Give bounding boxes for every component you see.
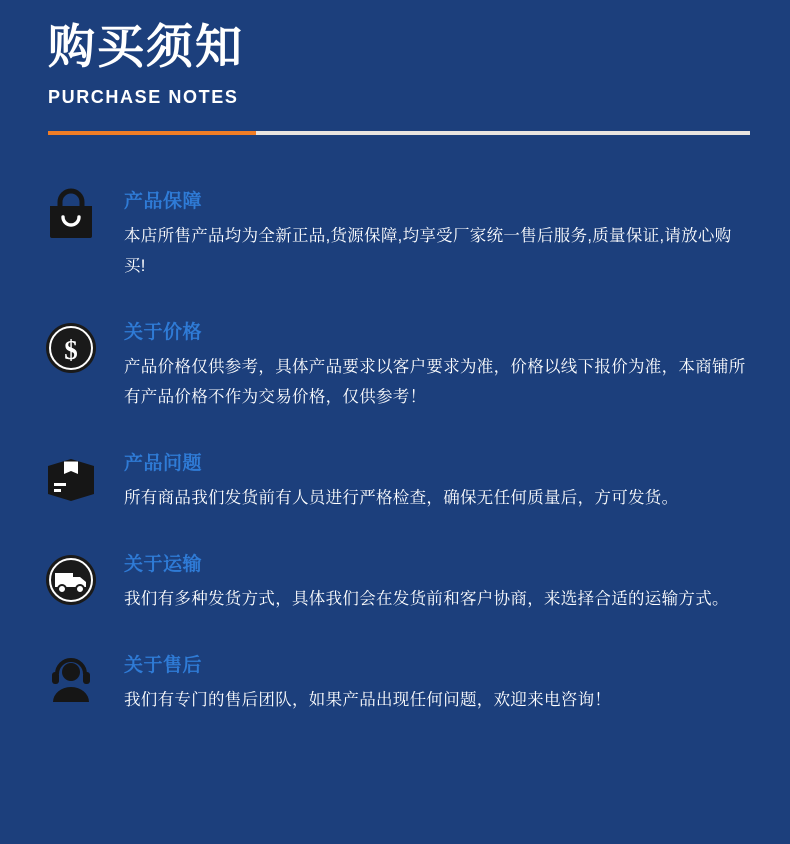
note-title: 关于运输 <box>124 554 203 575</box>
note-title: 关于价格 <box>124 322 203 343</box>
note-body <box>124 446 750 513</box>
headset-support-icon <box>40 650 102 712</box>
note-body <box>124 547 750 614</box>
dollar-coin-icon <box>40 317 102 379</box>
note-text: 本店所售产品均为全新正品,货源保障,均享受厂家统一售后服务,质量保证,请放心购买! <box>124 227 732 275</box>
note-text: 所有商品我们发货前有人员进行严格检查，确保无任何质量后，方可发货。 <box>124 489 679 507</box>
page-title: 购买须知 <box>48 20 244 73</box>
note-text: 我们有专门的售后团队，如果产品出现任何问题，欢迎来电咨询！ <box>124 691 612 709</box>
note-title: 关于售后 <box>124 655 203 676</box>
header-divider-accent <box>48 131 256 135</box>
shopping-bag-icon <box>40 186 102 248</box>
list-item <box>40 315 750 412</box>
delivery-truck-icon <box>40 549 102 611</box>
note-text: 产品价格仅供参考，具体产品要求以客户要求为准，价格以线下报价为准，本商铺所有产品价格不作为交易价格，仅供参考！ <box>124 358 746 406</box>
package-box-icon <box>40 448 102 510</box>
svg-text:$: $ <box>64 335 78 365</box>
list-item <box>40 184 750 281</box>
note-title: 产品保障 <box>124 191 203 212</box>
header-divider <box>48 131 750 135</box>
note-text: 我们有多种发货方式，具体我们会在发货前和客户协商，来选择合适的运输方式。 <box>124 590 729 608</box>
list-item <box>40 547 750 614</box>
list-item <box>40 446 750 513</box>
note-body <box>124 315 750 412</box>
note-body <box>124 648 750 715</box>
page-header <box>0 0 790 160</box>
page-subtitle: PURCHASE NOTES <box>48 86 239 107</box>
note-title: 产品问题 <box>124 453 203 474</box>
list-item <box>40 648 750 715</box>
notes-list <box>0 160 790 715</box>
note-body <box>124 184 750 281</box>
